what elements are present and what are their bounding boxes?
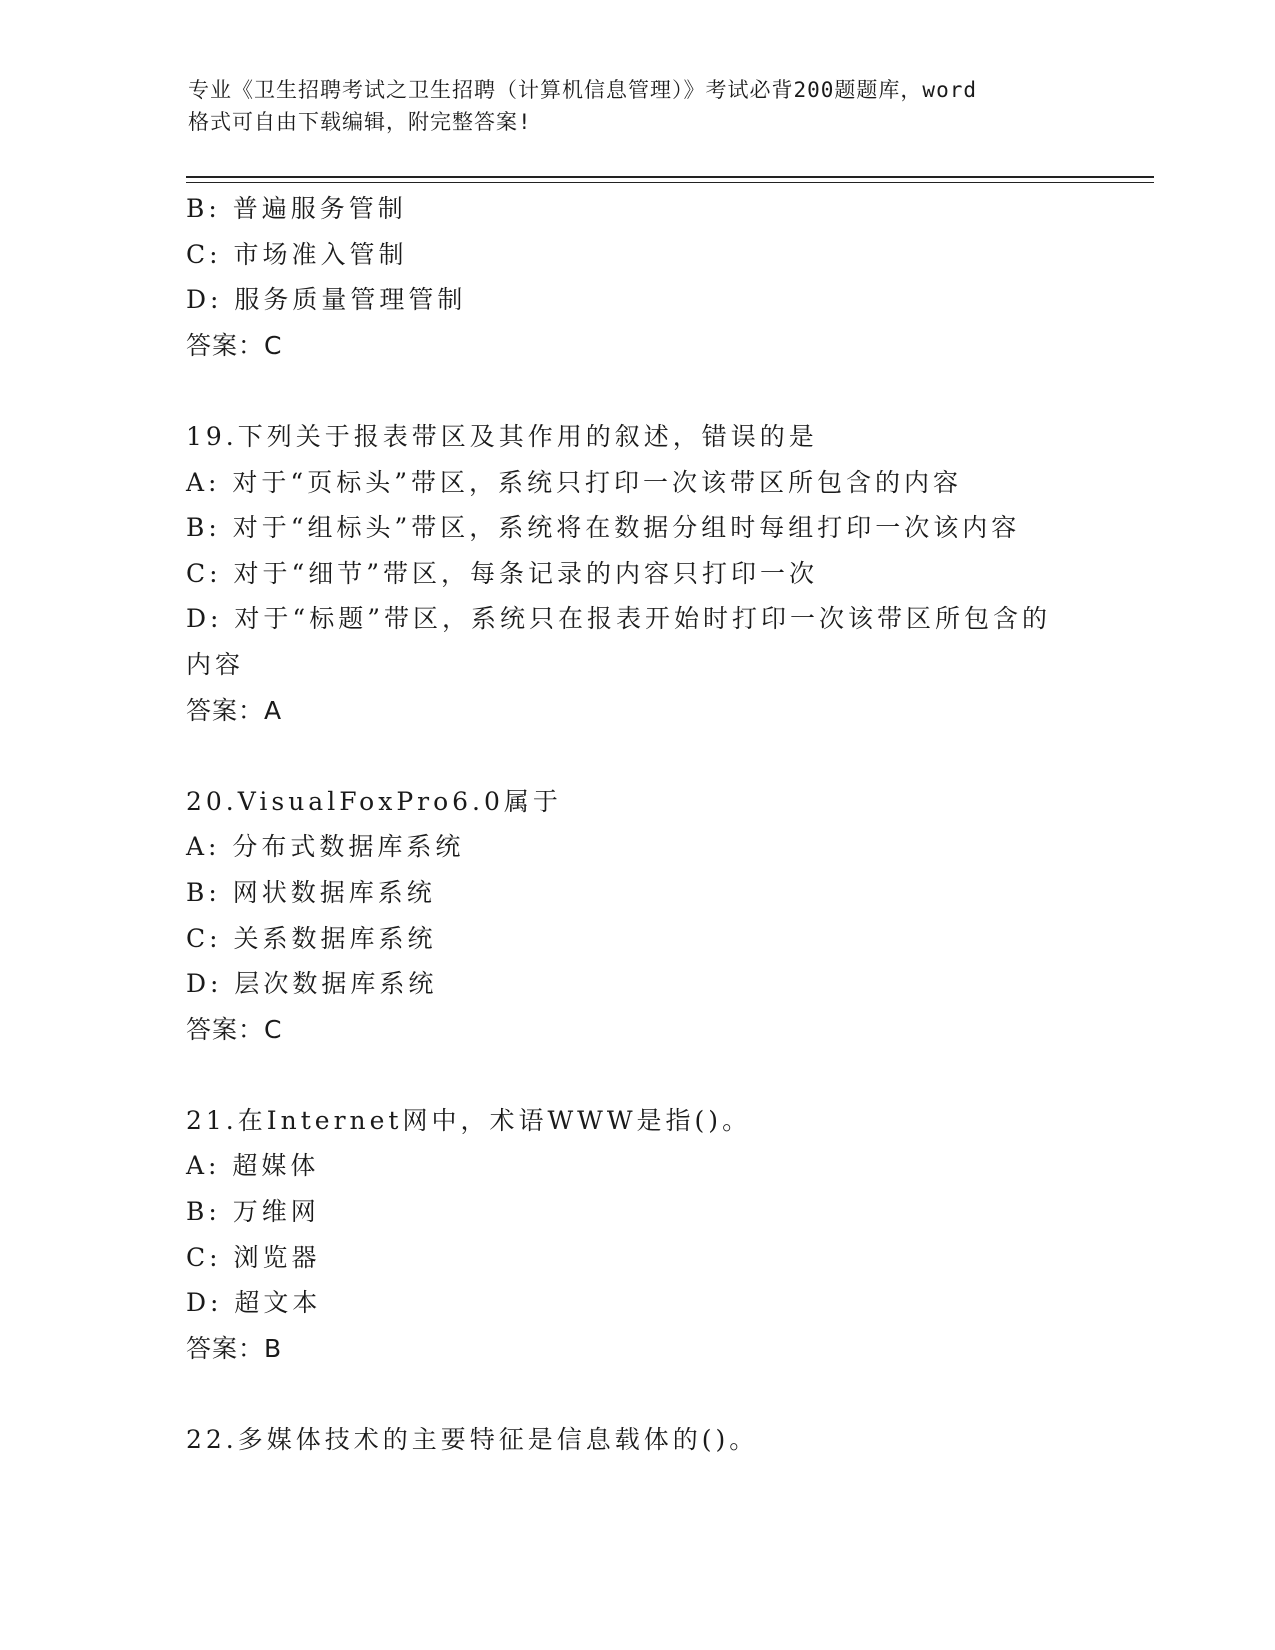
question-text: 20.VisualFoxPro6.0属于 — [186, 786, 562, 816]
question-text: 21.在Internet网中，术语WWW是指()。 — [186, 1105, 752, 1135]
question-block-19 — [186, 414, 1086, 733]
question-block-21 — [186, 1098, 1086, 1372]
option-b: B: 普遍服务管制 — [186, 194, 407, 223]
question-block-22 — [186, 1417, 1086, 1463]
option-d: D: 超文本 — [186, 1288, 322, 1318]
header-line-2: 格式可自由下载编辑，附完整答案! — [188, 110, 532, 134]
spacer — [186, 368, 1086, 414]
option-b: B: 对于“组标头”带区，系统将在数据分组时每组打印一次该内容 — [186, 513, 1021, 543]
question-text: 22.多媒体技术的主要特征是信息载体的()。 — [186, 1425, 759, 1455]
option-c: C: 关系数据库系统 — [186, 923, 437, 953]
option-d: D: 服务质量管理管制 — [186, 285, 467, 315]
answer-line: 答案：C — [186, 1014, 283, 1044]
document-header — [188, 74, 1088, 138]
option-c: C: 对于“细节”带区，每条记录的内容只打印一次 — [186, 558, 819, 588]
spacer — [186, 1371, 1086, 1417]
question-block-partial — [186, 186, 1086, 368]
option-a: A: 对于“页标头”带区，系统只打印一次该带区所包含的内容 — [186, 467, 962, 497]
option-d: D: 对于“标题”带区，系统只在报表开始时打印一次该带区所包含的 — [186, 604, 1051, 634]
option-a: A: 分布式数据库系统 — [186, 832, 465, 862]
header-rule-thick — [186, 176, 1154, 178]
question-block-20 — [186, 779, 1086, 1053]
question-list — [186, 186, 1086, 1463]
spacer — [186, 1052, 1086, 1098]
option-a: A: 超媒体 — [186, 1151, 320, 1181]
answer-line: 答案：B — [186, 1333, 283, 1363]
header-rule-thin — [186, 182, 1154, 183]
answer-line: 答案：A — [186, 695, 283, 725]
option-d-continuation: 内容 — [186, 649, 245, 679]
question-text: 19.下列关于报表带区及其作用的叙述，错误的是 — [186, 421, 818, 451]
option-b: B: 网状数据库系统 — [186, 877, 436, 907]
answer-line: 答案：C — [186, 330, 283, 360]
option-d: D: 层次数据库系统 — [186, 969, 438, 999]
header-line-1: 专业《卫生招聘考试之卫生招聘（计算机信息管理）》考试必背200题题库，word — [188, 78, 977, 102]
option-b: B: 万维网 — [186, 1197, 320, 1227]
option-c: C: 浏览器 — [186, 1242, 321, 1272]
spacer — [186, 733, 1086, 779]
option-c: C: 市场准入管制 — [186, 239, 408, 269]
